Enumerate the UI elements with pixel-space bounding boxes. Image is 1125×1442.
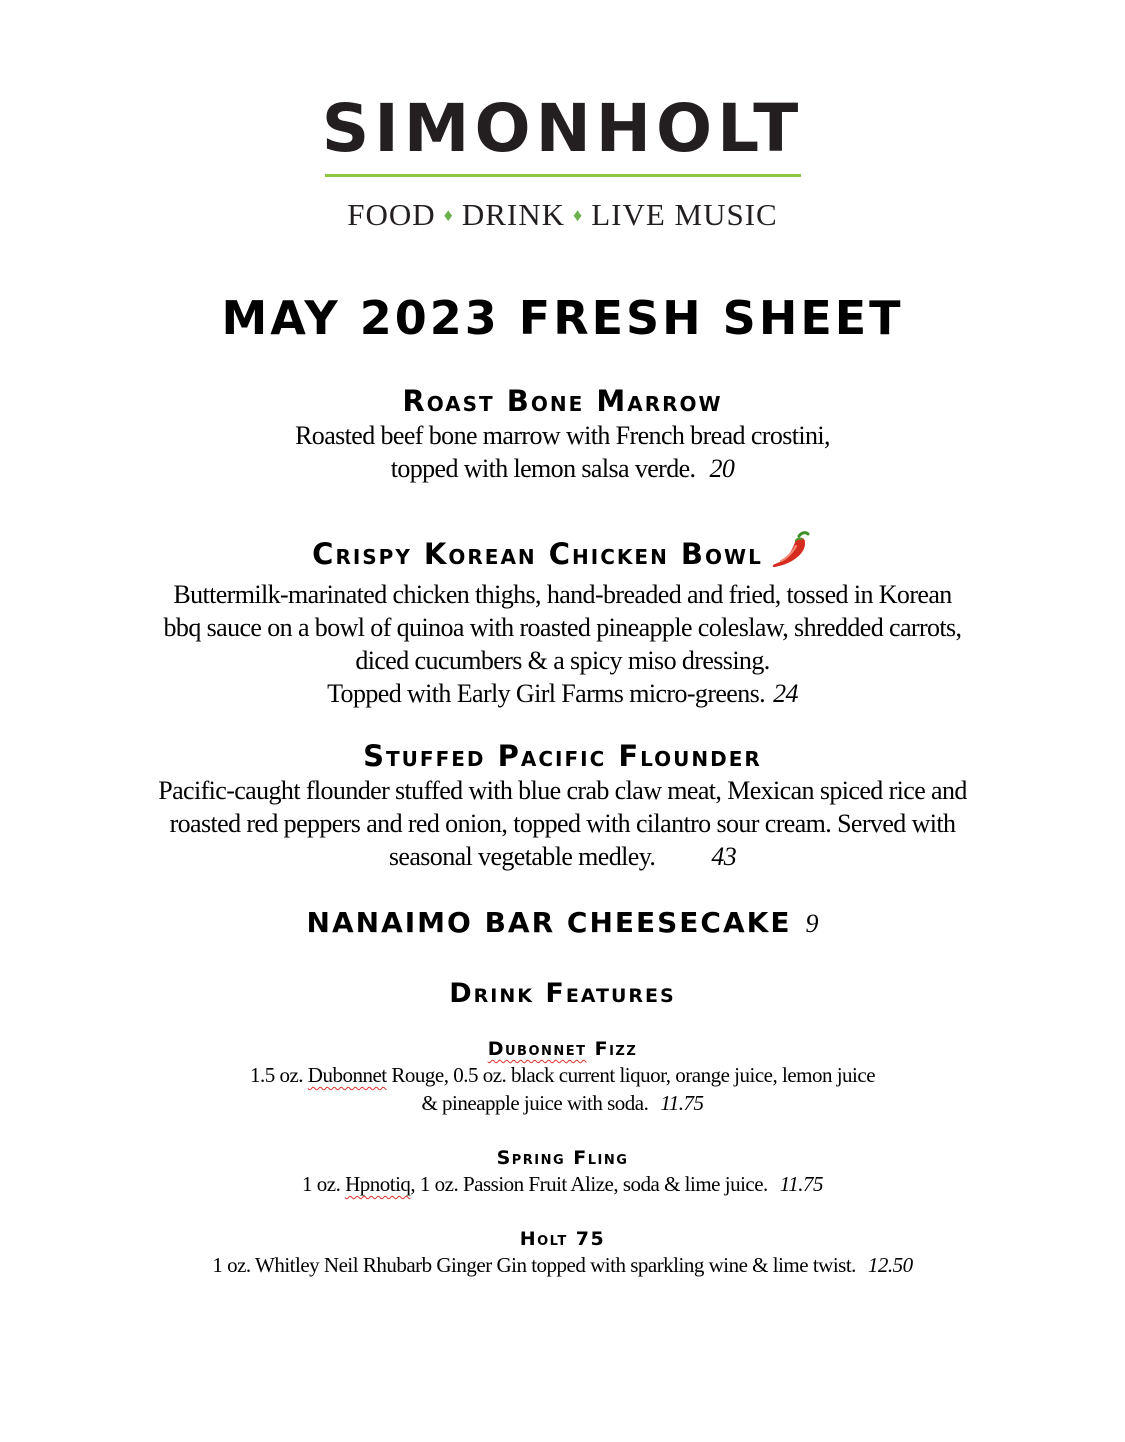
drink-price: 11.75 — [779, 1172, 823, 1196]
description-line: bbq sauce on a bowl of quinoa with roasted pineapple coleslaw, shredded carrots, — [163, 613, 962, 642]
drink-holt-75 — [0, 1227, 1125, 1279]
drink-price: 11.75 — [660, 1091, 704, 1115]
description-line: Buttermilk-marinated chicken thighs, hand-breaded and fried, tossed in Korean — [173, 580, 952, 609]
description-line: Topped with Early Girl Farms micro-greens. — [327, 679, 766, 708]
item-name: Roast Bone Marrow — [402, 384, 723, 418]
drink-price: 12.50 — [867, 1253, 913, 1277]
description-text: 1.5 oz. — [249, 1063, 308, 1087]
item-name — [0, 530, 1125, 578]
menu-item-bone-marrow — [0, 383, 1125, 485]
drink-features-heading: Drink Features — [449, 978, 676, 1009]
description-text: Hpnotiq — [345, 1172, 411, 1196]
menu-item-korean-chicken-bowl — [0, 530, 1125, 710]
drink-name — [0, 1037, 1125, 1061]
drink-name-part: Dubonnet — [487, 1038, 587, 1060]
description-line: Roasted beef bone marrow with French bread crostini, — [295, 421, 830, 450]
item-description — [0, 578, 1125, 710]
drink-description — [0, 1251, 1125, 1279]
description-line: seasonal vegetable medley. — [388, 842, 656, 871]
restaurant-logo: SIMONHOLT — [321, 90, 804, 167]
dessert-price: 9 — [805, 909, 819, 938]
drink-name-part: Fizz — [586, 1038, 638, 1060]
item-name-text: Crispy Korean Chicken Bowl — [312, 537, 763, 571]
description-line: roasted red peppers and red onion, topped with cilantro sour cream. Served with — [169, 809, 956, 838]
item-price: 24 — [773, 679, 798, 708]
item-description — [0, 774, 1125, 873]
description-text: & pineapple juice with soda. — [421, 1091, 649, 1115]
drink-name: Holt 75 — [519, 1228, 606, 1250]
item-name: Stuffed Pacific Flounder — [363, 739, 762, 773]
dessert-name: NANAIMO BAR CHEESECAKE — [306, 906, 792, 939]
drink-dubonnet-fizz — [0, 1037, 1125, 1117]
tagline-live-music: LIVE MUSIC — [591, 197, 778, 232]
drink-description — [0, 1061, 1125, 1117]
drink-spring-fling — [0, 1146, 1125, 1198]
menu-item-pacific-flounder — [0, 738, 1125, 873]
drink-description — [0, 1170, 1125, 1198]
diamond-icon: ♦ — [443, 205, 454, 225]
description-line: topped with lemon salsa verde. — [390, 454, 696, 483]
tagline-drink: DRINK — [461, 197, 566, 232]
description-text: , 1 oz. Passion Fruit Alize, soda & lime juice. — [410, 1172, 768, 1196]
description-text: Rouge, 0.5 oz. black current liquor, orange juice, lemon juice — [386, 1063, 876, 1087]
header — [0, 92, 1125, 233]
chili-pepper-icon — [769, 530, 813, 578]
item-price: 43 — [711, 842, 737, 871]
tagline — [0, 197, 1125, 233]
description-text: 1 oz. — [302, 1172, 346, 1196]
description-line: Pacific-caught flounder stuffed with blue crab claw meat, Mexican spiced rice and — [158, 776, 967, 805]
tagline-food: FOOD — [347, 197, 436, 232]
logo-rule — [325, 174, 801, 177]
item-price: 20 — [709, 454, 735, 483]
description-line: diced cucumbers & a spicy miso dressing. — [355, 646, 770, 675]
page-title: MAY 2023 FRESH SHEET — [221, 291, 904, 345]
item-description — [0, 419, 1125, 485]
dessert-item — [0, 906, 1125, 939]
description-text: Dubonnet — [307, 1063, 387, 1087]
diamond-icon: ♦ — [573, 205, 584, 225]
description-text: 1 oz. Whitley Neil Rhubarb Ginger Gin topped with sparkling wine & lime twist. — [212, 1253, 856, 1277]
drink-name: Spring Fling — [496, 1147, 629, 1169]
